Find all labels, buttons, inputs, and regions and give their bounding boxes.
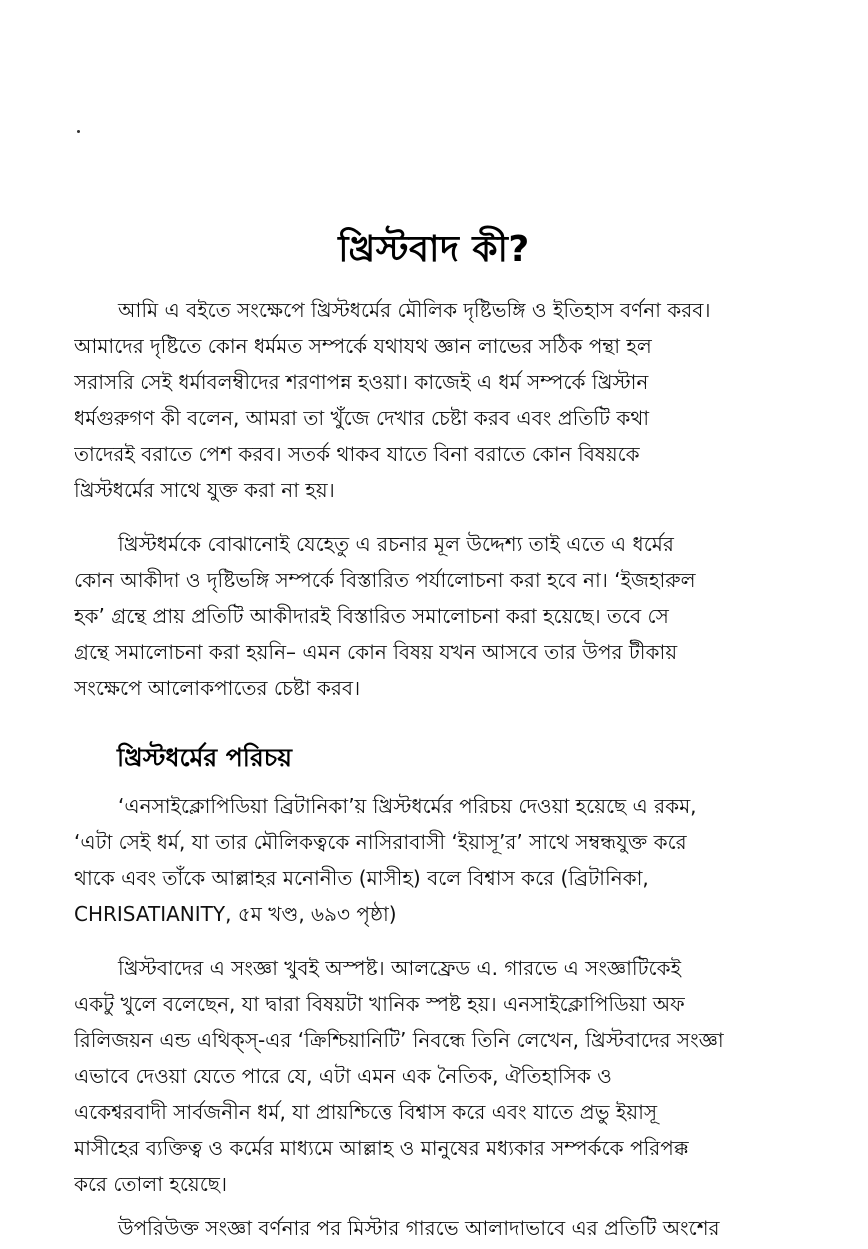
text-line: খ্রিস্টবাদের এ সংজ্ঞা খুবই অস্পষ্ট। আলফ্রেড এ. গারভে এ সংজ্ঞাটিকেই: [118, 956, 681, 980]
paragraph-garvie: [74, 950, 808, 1202]
chapter-title: খ্রিস্টবাদ কী?: [338, 229, 530, 270]
text-line: খ্রিস্টধর্মকে বোঝানোই যেহেতু এ রচনার মূল উদ্দেশ্য তাই এতে এ ধর্মের: [118, 532, 674, 556]
text-line: থাকে এবং তাঁকে আল্লাহর মনোনীত (মাসীহ) বলে বিশ্বাস করে (ব্রিটানিকা,: [74, 866, 649, 890]
text-line: CHRISATIANITY, ৫ম খণ্ড, ৬৯৩ পৃষ্ঠা): [74, 902, 397, 926]
scan-speck: [77, 130, 80, 133]
text-line: রিলিজয়ন এন্ড এথিক্স্-এর ‘ক্রিশ্চিয়ানিটি’ নিবন্ধে তিনি লেখেন, খ্রিস্টবাদের সংজ্ঞা: [74, 1028, 724, 1052]
text-line: করে তোলা হয়েছে।: [74, 1172, 228, 1196]
text-line: একটু খুলে বলেছেন, যা দ্বারা বিষয়টা খানিক স্পষ্ট হয়। এনসাইক্লোপিডিয়া অফ: [74, 992, 685, 1016]
text-line: এভাবে দেওয়া যেতে পারে যে, এটা এমন এক নৈতিক, ঐতিহাসিক ও: [74, 1064, 612, 1088]
paragraph-intro: [74, 292, 808, 508]
text-line: ধর্মগুরুগণ কী বলেন, আমরা তা খুঁজে দেখার চেষ্টা করব এবং প্রতিটি কথা: [74, 406, 650, 430]
text-line: কোন আকীদা ও দৃষ্টিভঙ্গি সম্পর্কে বিস্তারিত পর্যালোচনা করা হবে না। ‘ইজহারুল: [74, 568, 696, 592]
section-heading: খ্রিস্টধর্মের পরিচয়: [117, 743, 292, 772]
text-line: ‘এটা সেই ধর্ম, যা তার মৌলিকত্বকে নাসিরাবাসী ‘ইয়াসূ’র’ সাথে সম্বন্ধযুক্ত করে: [74, 830, 687, 854]
text-line: আমি এ বইতে সংক্ষেপে খ্রিস্টধর্মের মৌলিক দৃষ্টিভঙ্গি ও ইতিহাস বর্ণনা করব।: [118, 298, 711, 322]
text-line: উপরিউক্ত সংজ্ঞা বর্ণনার পর মিস্টার গারভে আলাদাভাবে এর প্রতিটি অংশের: [118, 1216, 720, 1240]
paragraph-britannica: [74, 788, 808, 932]
text-line: আমাদের দৃষ্টিতে কোন ধর্মমত সম্পর্কে যথাযথ জ্ঞান লাভের সঠিক পন্থা হল: [74, 334, 652, 358]
text-line: ‘এনসাইক্লোপিডিয়া ব্রিটানিকা’য় খ্রিস্টধর্মের পরিচয় দেওয়া হয়েছে এ রকম,: [118, 794, 697, 818]
paragraph-continuation: [74, 1210, 808, 1246]
text-line: একেশ্বরবাদী সার্বজনীন ধর্ম, যা প্রায়শ্চিত্তে বিশ্বাস করে এবং যাতে প্রভু ইয়াসূ: [74, 1100, 658, 1124]
text-line: সংক্ষেপে আলোকপাতের চেষ্টা করব।: [74, 676, 361, 700]
text-line: মাসীহের ব্যক্তিত্ব ও কর্মের মাধ্যমে আল্লাহ ও মানুষের মধ্যকার সম্পর্ককে পরিপক্ক: [74, 1136, 689, 1160]
paragraph-purpose: [74, 526, 808, 706]
text-line: গ্রন্থে সমালোচনা করা হয়নি– এমন কোন বিষয় যখন আসবে তার উপর টীকায়: [74, 640, 678, 664]
text-line: তাদেরই বরাতে পেশ করব। সতর্ক থাকব যাতে বিনা বরাতে কোন বিষয়কে: [74, 442, 640, 466]
text-line: হক’ গ্রন্থে প্রায় প্রতিটি আকীদারই বিস্তারিত সমালোচনা করা হয়েছে। তবে সে: [74, 604, 669, 628]
text-line: খ্রিস্টধর্মের সাথে যুক্ত করা না হয়।: [74, 478, 335, 502]
text-line: সরাসরি সেই ধর্মাবলম্বীদের শরণাপন্ন হওয়া। কাজেই এ ধর্ম সম্পর্কে খ্রিস্টান: [74, 370, 649, 394]
